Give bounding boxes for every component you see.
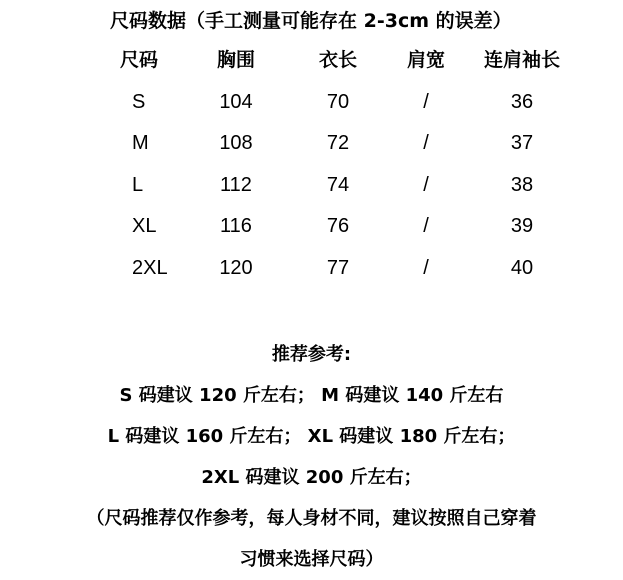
cell-chest: 108: [219, 132, 253, 154]
cell-shoulder: /: [423, 215, 429, 237]
recommendation-heading: 推荐参考:: [271, 344, 352, 365]
cell-length: 77: [326, 256, 350, 279]
table-row: [0, 82, 623, 124]
table-row: [0, 165, 623, 207]
header-length: 衣长: [318, 49, 357, 71]
cell-size: M: [132, 132, 149, 154]
size-table: [0, 40, 623, 289]
header-sleeve: 连肩袖长: [483, 49, 560, 71]
recommendation-line: 2XL 码建议 200 斤左右；: [201, 467, 422, 488]
table-row: [0, 206, 623, 248]
recommendation-line: S 码建议 120 斤左右； M 码建议 140 斤左右: [119, 385, 504, 406]
cell-sleeve: 36: [510, 90, 534, 113]
cell-sleeve: 39: [510, 215, 534, 237]
cell-shoulder: /: [423, 256, 429, 279]
cell-sleeve: 40: [510, 256, 534, 279]
cell-sleeve: 38: [510, 173, 534, 196]
cell-sleeve: 37: [510, 132, 534, 154]
cell-size: XL: [132, 215, 157, 237]
cell-length: 76: [326, 215, 350, 237]
cell-size: 2XL: [132, 256, 168, 279]
table-row: [0, 248, 623, 290]
header-chest: 胸围: [216, 49, 255, 71]
header-shoulder: 肩宽: [406, 49, 445, 71]
cell-shoulder: /: [423, 132, 429, 154]
cell-chest: 116: [220, 215, 252, 237]
cell-length: 72: [326, 132, 350, 154]
cell-shoulder: /: [423, 90, 429, 113]
cell-length: 74: [326, 173, 350, 196]
page-title: 尺码数据（手工测量可能存在 2-3cm 的误差）: [110, 10, 512, 32]
recommendation-note: 习惯来选择尺码）: [239, 549, 384, 570]
recommendation-line: L 码建议 160 斤左右； XL 码建议 180 斤左右；: [107, 426, 516, 447]
cell-chest: 120: [219, 256, 253, 279]
cell-chest: 104: [219, 90, 253, 113]
header-size: 尺码: [120, 49, 159, 71]
table-row: [0, 123, 623, 165]
cell-size: L: [132, 173, 144, 196]
cell-length: 70: [326, 90, 350, 113]
cell-size: S: [132, 90, 146, 113]
table-header-row: [0, 40, 623, 82]
cell-chest: 112: [220, 173, 252, 196]
cell-shoulder: /: [423, 173, 429, 196]
recommendation-section: [0, 334, 623, 580]
recommendation-note: （尺码推荐仅作参考，每人身材不同，建议按照自己穿着: [86, 508, 537, 529]
